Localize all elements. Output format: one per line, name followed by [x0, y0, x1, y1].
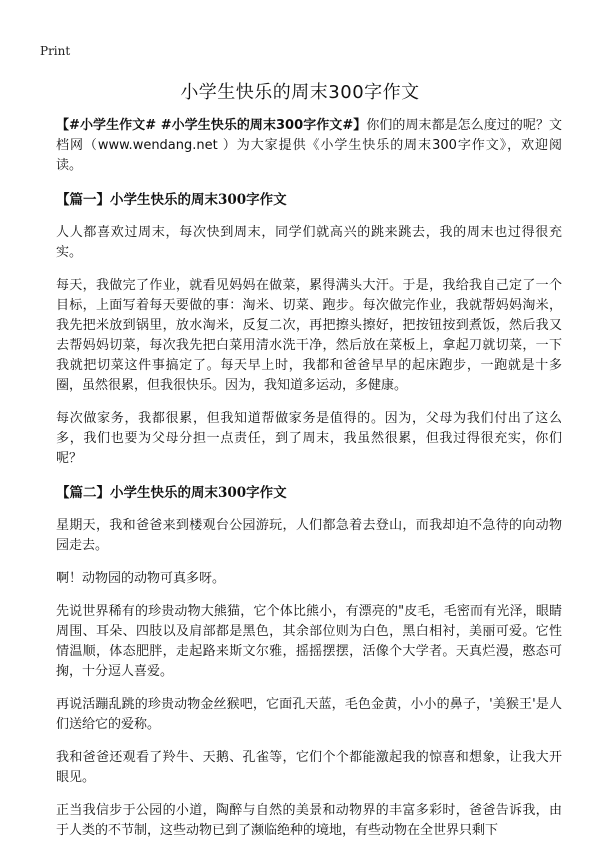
print-link[interactable]: Print — [40, 44, 71, 58]
intro-tag: 【#小学生作文# #小学生快乐的周末300字作文#】 — [56, 118, 367, 133]
paragraph: 星期天，我和爸爸来到楼观台公园游玩，人们都急着去登山，而我却迫不急待的向动物园走去。 — [56, 518, 562, 553]
article-body — [56, 116, 562, 854]
section-heading-2: 【篇二】小学生快乐的周末300字作文 — [56, 485, 287, 501]
paragraph: 每天，我做完了作业，就看见妈妈在做菜，累得满头大汗。于是，我给我自己定了一个目标，上面写着每天要做的事：淘米、切菜、跑步。每次做完作业，我就帮妈妈淘米，我先把米放到锅里，放水淘米，反复二次，再把擦头擦好，把按钮按到煮饭，然后我又去帮妈妈切菜，每次我先把白菜用清水洗干净，然后放在菜板上，拿起刀就切菜，一下我就把切菜这件事搞定了。每天早上时，我都和爸爸早早的起床跑步，一跑就是十多圈，虽然很累，但我很快乐。因为，我知道多运动，多健康。 — [56, 278, 562, 393]
paragraph: 再说活蹦乱跳的珍贵动物金丝猴吧，它面孔天蓝，毛色金黄，小小的鼻子，'美猴王'是人们送给它的爱称。 — [56, 697, 562, 732]
section-heading-1: 【篇一】小学生快乐的周末300字作文 — [56, 192, 287, 208]
paragraph: 正当我信步于公园的小道，陶醉与自然的美景和动物界的丰富多彩时，爸爸告诉我，由于人类的不节制，这些动物已到了濒临绝种的境地，有些动物在全世界只剩下 — [56, 803, 562, 838]
paragraph: 先说世界稀有的珍贵动物大熊猫，它个体比熊小，有漂亮的"皮毛，毛密而有光泽，眼睛周围、耳朵、四肢以及肩部都是黑色，其余部位则为白色，黑白相衬，美丽可爱。它性情温顺，体态肥胖，走起路来斯文尔雅，摇摇摆摆，活像个大学者。天真烂漫，憨态可掬，十分逗人喜爱。 — [56, 604, 562, 679]
paragraph: 啊！动物园的动物可真多呀。 — [56, 571, 226, 586]
page-title: 小学生快乐的周末300字作文 — [180, 82, 420, 103]
paragraph: 我和爸爸还观看了羚牛、天鹅、孔雀等，它们个个都能激起我的惊喜和想象，让我大开眼见。 — [56, 750, 562, 785]
intro-paragraph — [56, 116, 562, 176]
paragraph: 每次做家务，我都很累，但我知道帮做家务是值得的。因为，父母为我们付出了这么多，我们也要为父母分担一点责任，到了周末，我虽然很累，但我过得很充实，你们呢？ — [56, 411, 562, 466]
paragraph: 人人都喜欢过周末，每次快到周末，同学们就高兴的跳来跳去，我的周末也过得很充实。 — [56, 225, 562, 260]
intro-text: 你们的周末都是怎么度过的呢？文档网（www.wendang.net ）为大家提供《小学生快乐的周末300字作文》，欢迎阅读。 — [56, 118, 562, 173]
